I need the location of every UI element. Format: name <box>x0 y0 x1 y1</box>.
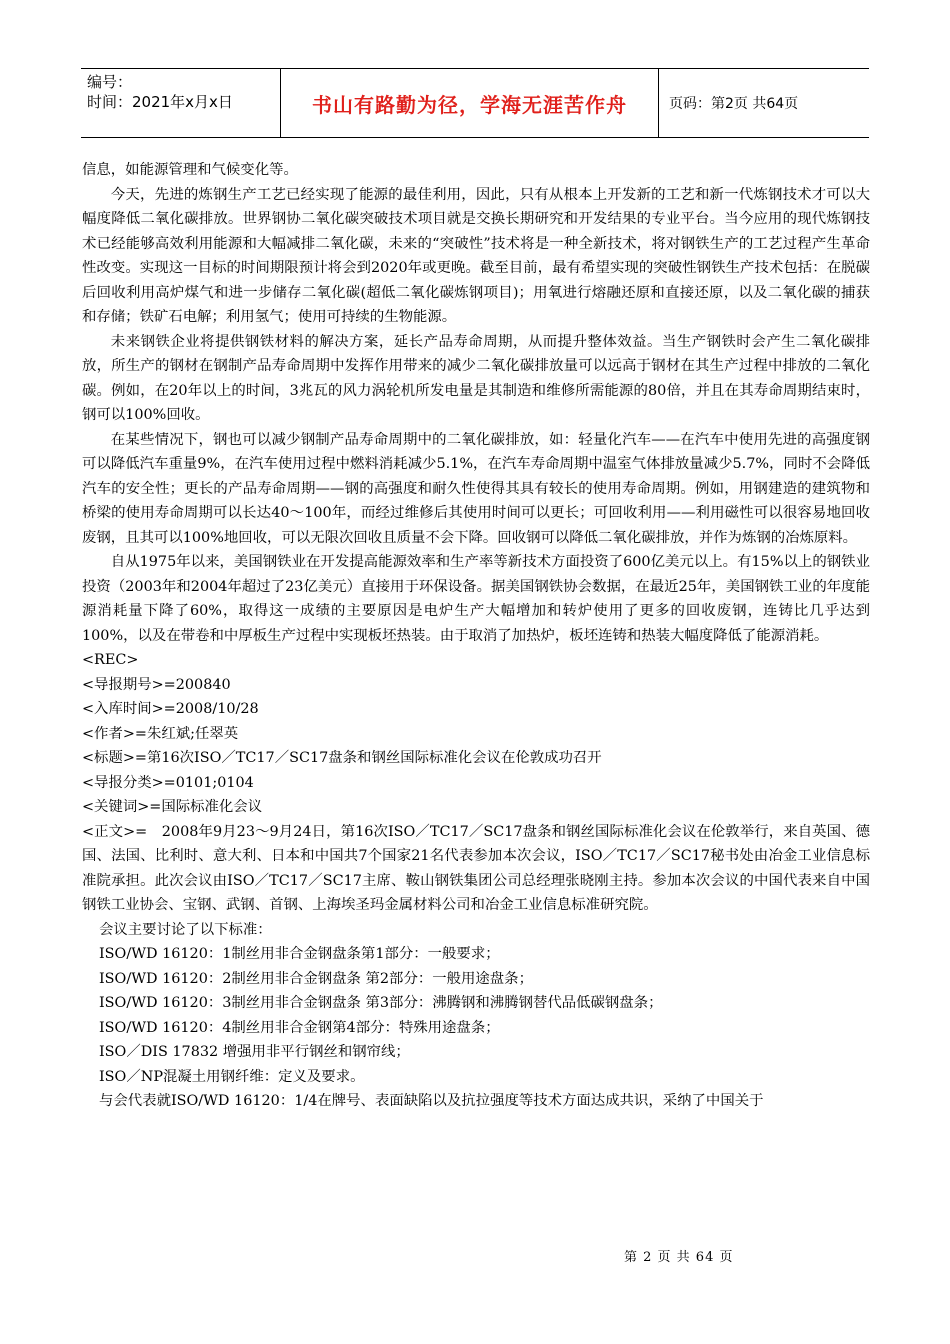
header-motto: 书山有路勤为径，学海无涯苦作舟 <box>312 92 627 117</box>
document-body <box>82 158 870 1114</box>
record-title: <标题>=第16次ISO／TC17／SC17盘条和钢丝国际标准化会议在伦敦成功召开 <box>82 750 602 766</box>
header-page-info: 页码：第2页 共64页 <box>669 96 799 112</box>
paragraph: 未来钢铁企业将提供钢铁材料的解决方案，延长产品寿命周期，从而提升整体效益。当生产钢铁时会产生二氧化碳排放，所生产的钢材在钢制产品寿命周期中发挥作用带来的减少二氧化碳排放量可以远高于钢材在其生产过程中排放的二氧化碳。例如，在20年以上的时间，3兆瓦的风力涡轮机所发电量是其制造和维修所需能源的80倍，并且在其寿命周期结束时，钢可以100%回收。 <box>82 333 870 423</box>
paragraph: 今天，先进的炼钢生产工艺已经实现了能源的最佳利用，因此，只有从根本上开发新的工艺和新一代炼钢技术才可以大幅度降低二氧化碳排放。世界钢协二氧化碳突破技术项目就是交换长期研究和开发结果的专业平台。当今应用的现代炼钢技术已经能够高效利用能源和大幅减排二氧化碳，未来的“突破性”技术将是一种全新技术，将对钢铁生产的工艺过程产生革命性改变。实现这一目标的时间期限预计将会到2020年或更晚。截至目前，最有希望实现的突破性钢铁生产技术包括：在脱碳后回收利用高炉煤气和进一步储存二氧化碳(超低二氧化碳炼钢项目)；用氧进行熔融还原和直接还原，以及二氧化碳的捕获和存储；铁矿石电解；利用氢气；使用可持续的生物能源。 <box>82 186 870 325</box>
header-meta <box>81 69 281 137</box>
standard-item: ISO/WD 16120：3制丝用非合金钢盘条 第3部分：沸腾钢和沸腾钢替代品低碳钢盘条； <box>99 995 663 1011</box>
record-keywords: <关键词>=国际标准化会议 <box>82 799 263 815</box>
number-label: 编号： <box>87 73 133 91</box>
paragraph: 自从1975年以来，美国钢铁业在开发提高能源效率和生产率等新技术方面投资了600亿美元以上。有15%以上的钢铁业投资（2003年和2004年超过了23亿美元）直接用于环保设备。据美国钢铁协会数据，在最近25年，美国钢铁工业的年度能源消耗量下降了60%，取得这一成绩的主要原因是电炉生产大幅增加和转炉使用了更多的回收废钢，连铸比几乎达到100%，以及在带卷和中厚板生产过程中实现板坯热装。由于取消了加热炉，板坯连铸和热装大幅度降低了能源消耗。 <box>82 554 870 644</box>
time-label: 时间：2021年x月x日 <box>87 93 233 111</box>
standard-item: ISO/WD 16120：2制丝用非合金钢盘条 第2部分：一般用途盘条； <box>99 970 533 987</box>
record-issue: <导报期号>=200840 <box>82 676 231 693</box>
paragraph: 信息，如能源管理和气候变化等。 <box>82 162 298 178</box>
header-motto-cell <box>281 69 659 137</box>
page-header <box>81 68 869 138</box>
record-category: <导报分类>=0101;0104 <box>82 774 254 791</box>
record-body: <正文>= 2008年9月23～9月24日，第16次ISO／TC17／SC17盘条和钢丝国际标准化会议在伦敦举行，来自英国、德国、法国、比利时、意大利、日本和中国共7个国家21名代表参加本次会议，ISO／TC17／SC17秘书处由冶金工业信息标准院承担。此次会议由ISO／TC17／SC17主席、鞍山钢铁集团公司总经理张晓刚主持。参加本次会议的中国代表来自中国钢铁工业协会、宝钢、武钢、首钢、上海埃圣玛金属材料公司和冶金工业信息标准研究院。 <box>82 823 870 913</box>
record-date: <入库时间>=2008/10/28 <box>82 701 259 717</box>
standard-item: ISO/WD 16120：4制丝用非合金钢第4部分：特殊用途盘条； <box>99 1019 500 1036</box>
standards-intro: 会议主要讨论了以下标准： <box>99 921 272 938</box>
standard-item: ISO／DIS 17832 增强用非平行钢丝和钢帘线； <box>99 1044 410 1060</box>
page-footer: 第 2 页 共 64 页 <box>624 1250 734 1265</box>
standard-item: ISO／NP混凝土用钢纤维：定义及要求。 <box>99 1068 365 1085</box>
standard-item: ISO/WD 16120：1制丝用非合金钢盘条第1部分：一般要求； <box>99 946 500 962</box>
closing-line: 与会代表就ISO/WD 16120：1/4在牌号、表面缺陷以及抗拉强度等技术方面达成共识，采纳了中国关于 <box>99 1093 764 1109</box>
paragraph: 在某些情况下，钢也可以减少钢制产品寿命周期中的二氧化碳排放，如：轻量化汽车——在汽车中使用先进的高强度钢可以降低汽车重量9%，在汽车使用过程中燃料消耗减少5.1%，在汽车寿命周期中温室气体排放量减少5.7%，同时不会降低汽车的安全性；更长的产品寿命周期——钢的高强度和耐久性使得其具有较长的使用寿命周期。例如，用钢建造的建筑物和桥梁的使用寿命周期可以长达40～100年，而经过维修后其使用时间可以更长；可回收利用——利用磁性可以很容易地回收废钢，且其可以100%地回收，可以无限次回收且质量不会下降。回收钢可以降低二氧化碳排放，并作为炼钢的冶炼原料。 <box>82 431 870 546</box>
record-rec: <REC> <box>82 652 139 668</box>
record-author: <作者>=朱红斌;任翠英 <box>82 725 239 742</box>
